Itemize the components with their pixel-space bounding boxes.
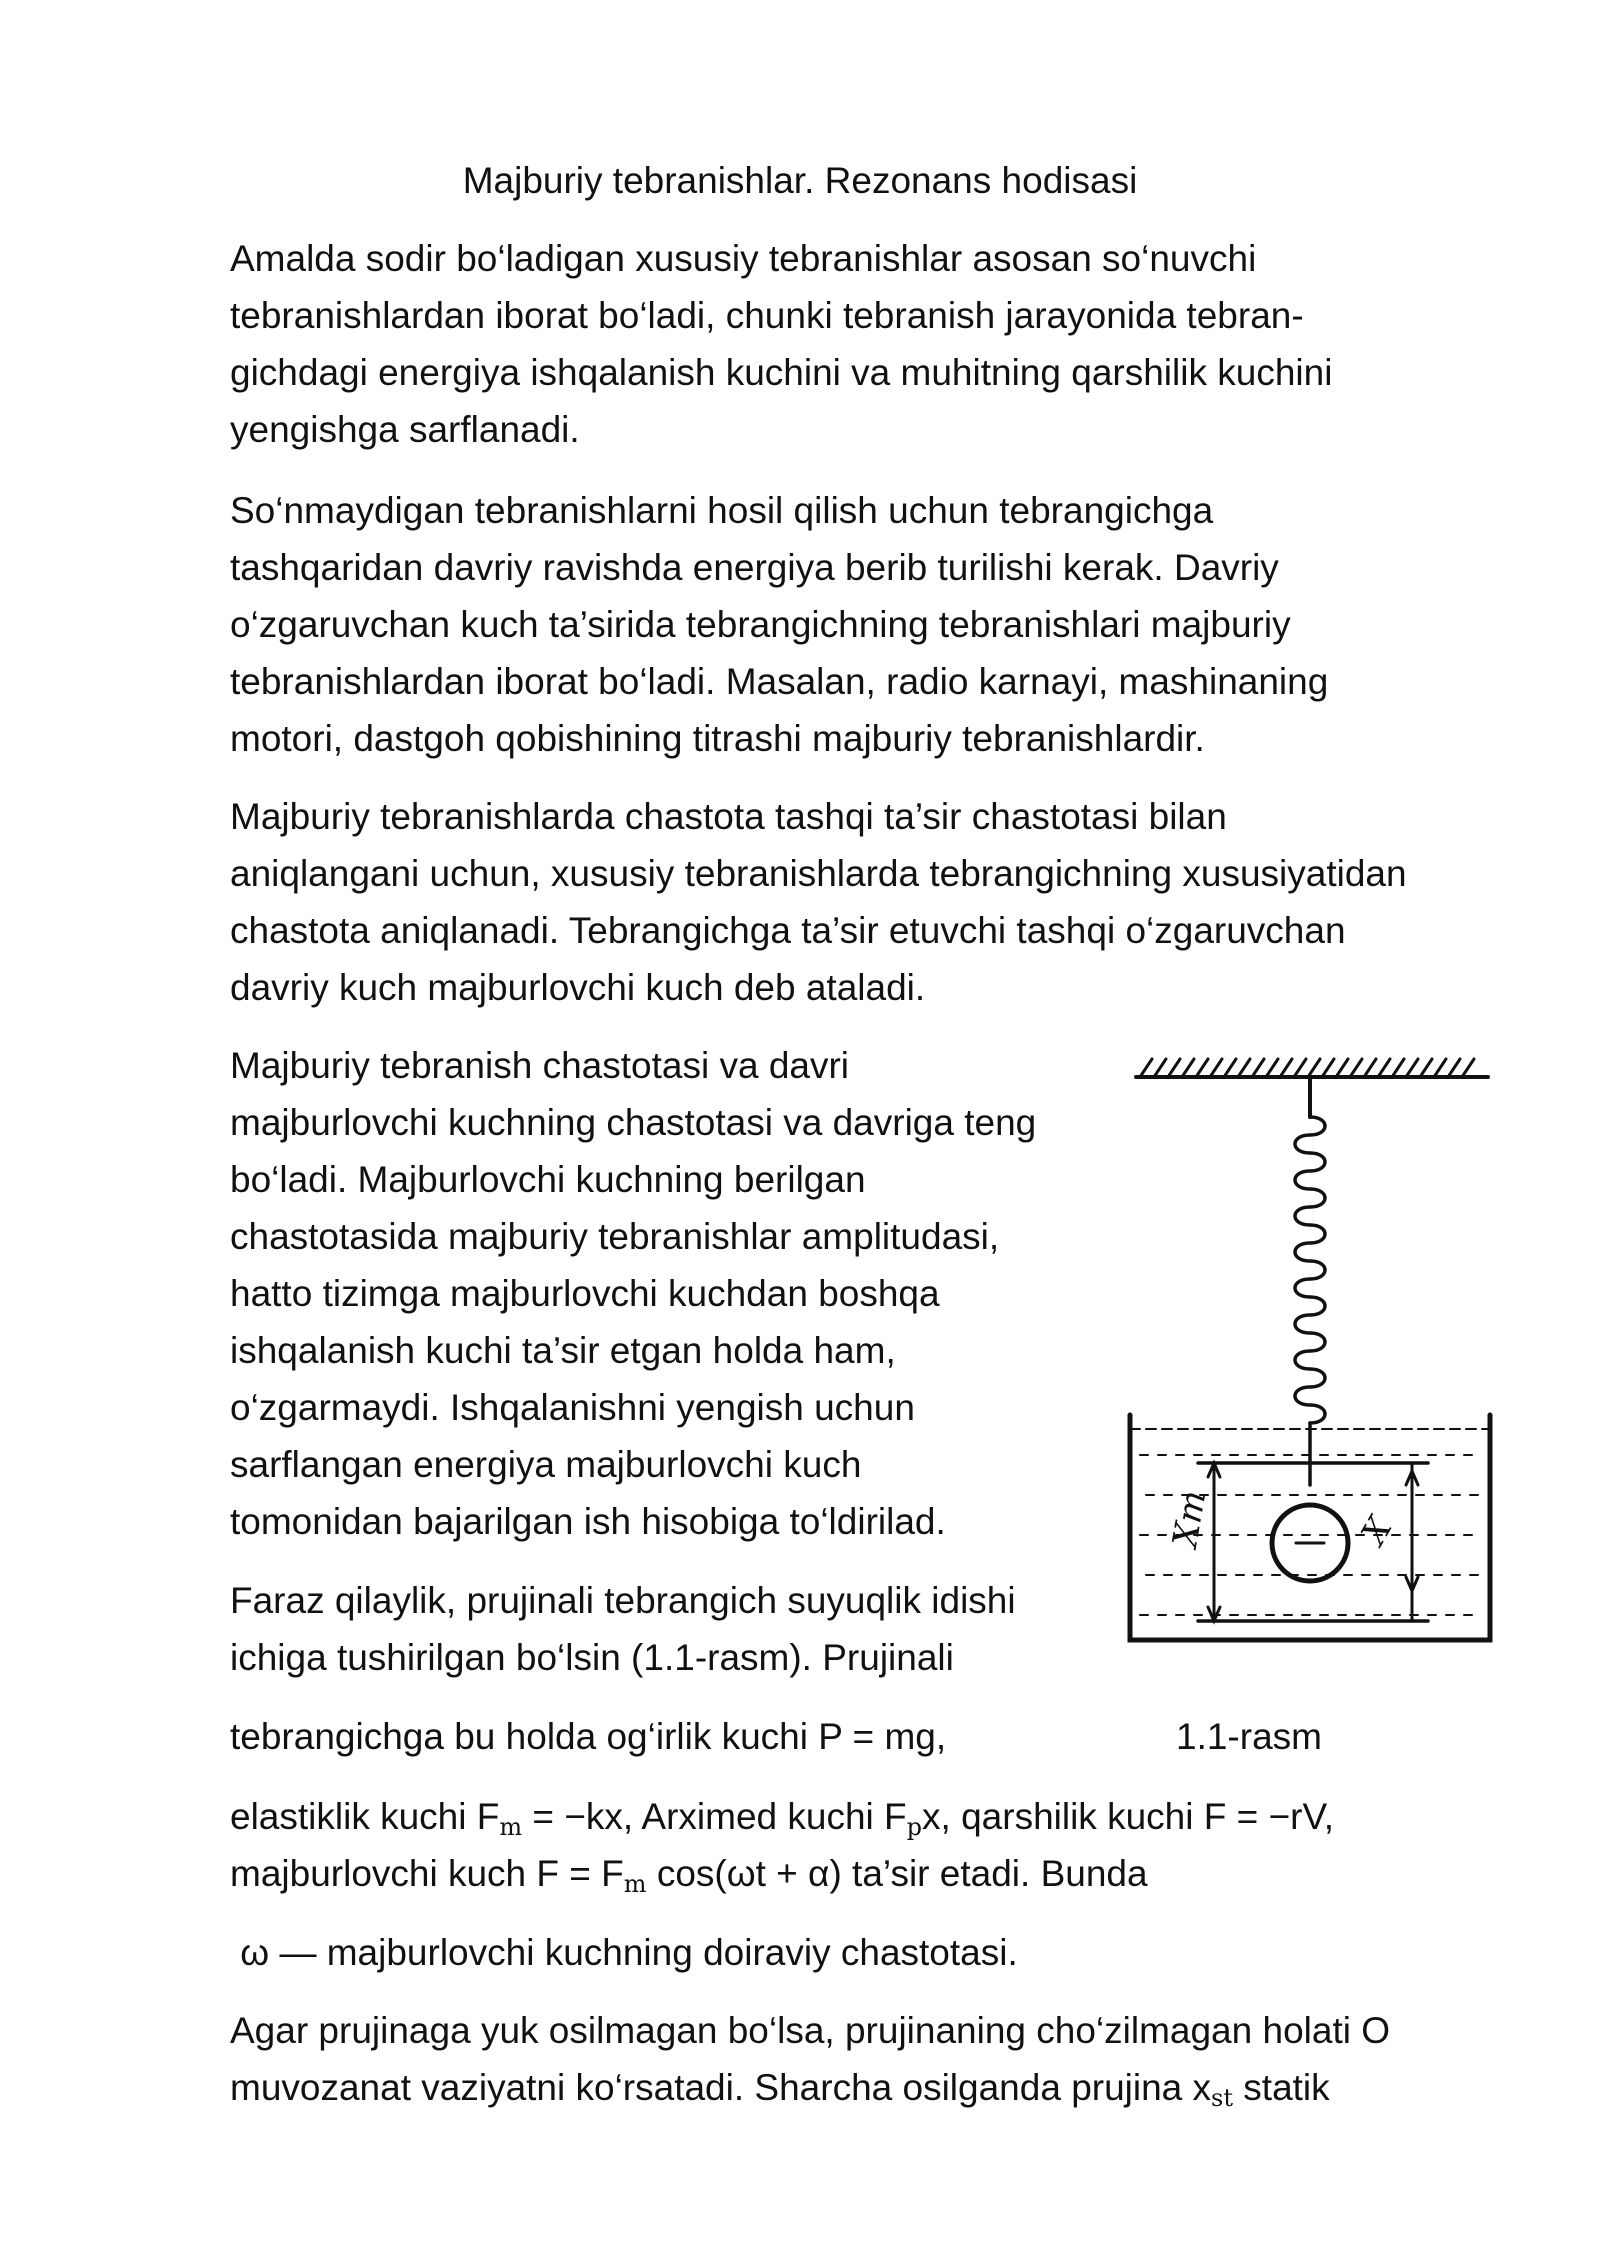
paragraph-2-line: o‘zgaruvchan kuch ta’sirida tebrangichning tebranishlari majburiy — [230, 604, 1291, 645]
paragraph-4-line: tomonidan bajarilgan ish hisobiga to‘ldirilad. — [230, 1501, 946, 1542]
page-title: Majburiy tebranishlar. Rezonans hodisasi — [462, 160, 1138, 201]
text-subscript: st — [1211, 2084, 1234, 2112]
paragraph-2-line: So‘nmaydigan tebranishlarni hosil qilish uchun tebrangichga — [230, 490, 1214, 531]
ceiling-hatching — [1140, 1059, 1474, 1077]
paragraph-4-line: o‘zgarmaydi. Ishqalanishni yengish uchun — [230, 1387, 915, 1428]
formula-text: cos(ωt + α) ta’sir etadi. Bunda — [646, 1853, 1148, 1894]
formula-subscript: m — [499, 1813, 523, 1841]
figure-caption: 1.1-rasm — [1176, 1716, 1322, 1757]
paragraph-4-line: sarflangan energiya majburlovchi kuch — [230, 1444, 862, 1485]
formula-text: elastiklik kuchi F — [230, 1796, 500, 1837]
paragraph-6-line — [230, 2059, 1330, 2127]
paragraph-4-line: hatto tizimga majburlovchi kuchdan boshqa — [230, 1273, 940, 1314]
formula-subscript: p — [906, 1813, 923, 1841]
paragraph-1-line: gichdagi energiya ishqalanish kuchini va muhitning qarshilik kuchini — [230, 352, 1333, 393]
paragraph-5-line: ichiga tushirilgan bo‘lsin (1.1-rasm). Prujinali — [230, 1637, 954, 1678]
formula-text: = −kx, Arximed kuchi F — [522, 1796, 907, 1837]
paragraph-3-line: chastota aniqlanadi. Tebrangichga ta’sir etuvchi tashqi o‘zgaruvchan — [230, 910, 1346, 951]
omega-definition: ω — majburlovchi kuchning doiraviy chastotasi. — [230, 1932, 1018, 1973]
paragraph-5-line: Faraz qilaylik, prujinali tebrangich suyuqlik idishi — [230, 1580, 1016, 1621]
formula-line-2 — [230, 1845, 1148, 1913]
paragraph-4-line: Majburiy tebranish chastotasi va davri — [230, 1045, 850, 1086]
x-label: X — [1353, 1510, 1401, 1552]
paragraph-2-line: tebranishlardan iborat bo‘ladi. Masalan, radio karnayi, mashinaning — [230, 661, 1329, 702]
formula-subscript: m — [623, 1870, 647, 1898]
formula-text: x, qarshilik kuchi F = −rV, — [922, 1796, 1334, 1837]
paragraph-text: muvozanat vaziyatni ko‘rsatadi. Sharcha osilganda prujina x — [230, 2067, 1212, 2108]
paragraph-text: statik — [1233, 2067, 1330, 2108]
formula-text: majburlovchi kuch F = F — [230, 1853, 624, 1894]
spring-coil — [1295, 1117, 1325, 1423]
paragraph-1-line: Amalda sodir bo‘ladigan xususiy tebranishlar asosan so‘nuvchi — [230, 238, 1257, 279]
paragraph-4-line: bo‘ladi. Majburlovchi kuchning berilgan — [230, 1159, 866, 1200]
paragraph-3-line: davriy kuch majburlovchi kuch deb ataladi. — [230, 967, 926, 1008]
paragraph-6-line: Agar prujinaga yuk osilmagan bo‘lsa, prujinaning cho‘zilmagan holati O — [230, 2010, 1391, 2051]
spring-pendulum-figure — [1118, 1045, 1498, 1665]
paragraph-4-line: ishqalanish kuchi ta’sir etgan holda ham, — [230, 1330, 896, 1371]
paragraph-2-line: motori, dastgoh qobishining titrashi majburiy tebranishlardir. — [230, 718, 1205, 759]
paragraph-4-line: majburlovchi kuchning chastotasi va davriga teng — [230, 1102, 1037, 1143]
paragraph-1-line: yengishga sarflanadi. — [230, 409, 580, 450]
paragraph-3-line: Majburiy tebranishlarda chastota tashqi ta’sir chastotasi bilan — [230, 796, 1227, 837]
paragraph-4-line: chastotasida majburiy tebranishlar amplitudasi, — [230, 1216, 1000, 1257]
paragraph-1-line: tebranishlardan iborat bo‘ladi, chunki tebranish jarayonida tebran- — [230, 295, 1304, 336]
paragraph-3-line: aniqlangani uchun, xususiy tebranishlarda tebrangichning xususiyatidan — [230, 853, 1407, 894]
paragraph-2-line: tashqaridan davriy ravishda energiya berib turilishi kerak. Davriy — [230, 547, 1279, 588]
xm-label: Xm — [1165, 1487, 1215, 1551]
paragraph-5-line: tebrangichga bu holda og‘irlik kuchi P = mg, — [230, 1716, 947, 1757]
